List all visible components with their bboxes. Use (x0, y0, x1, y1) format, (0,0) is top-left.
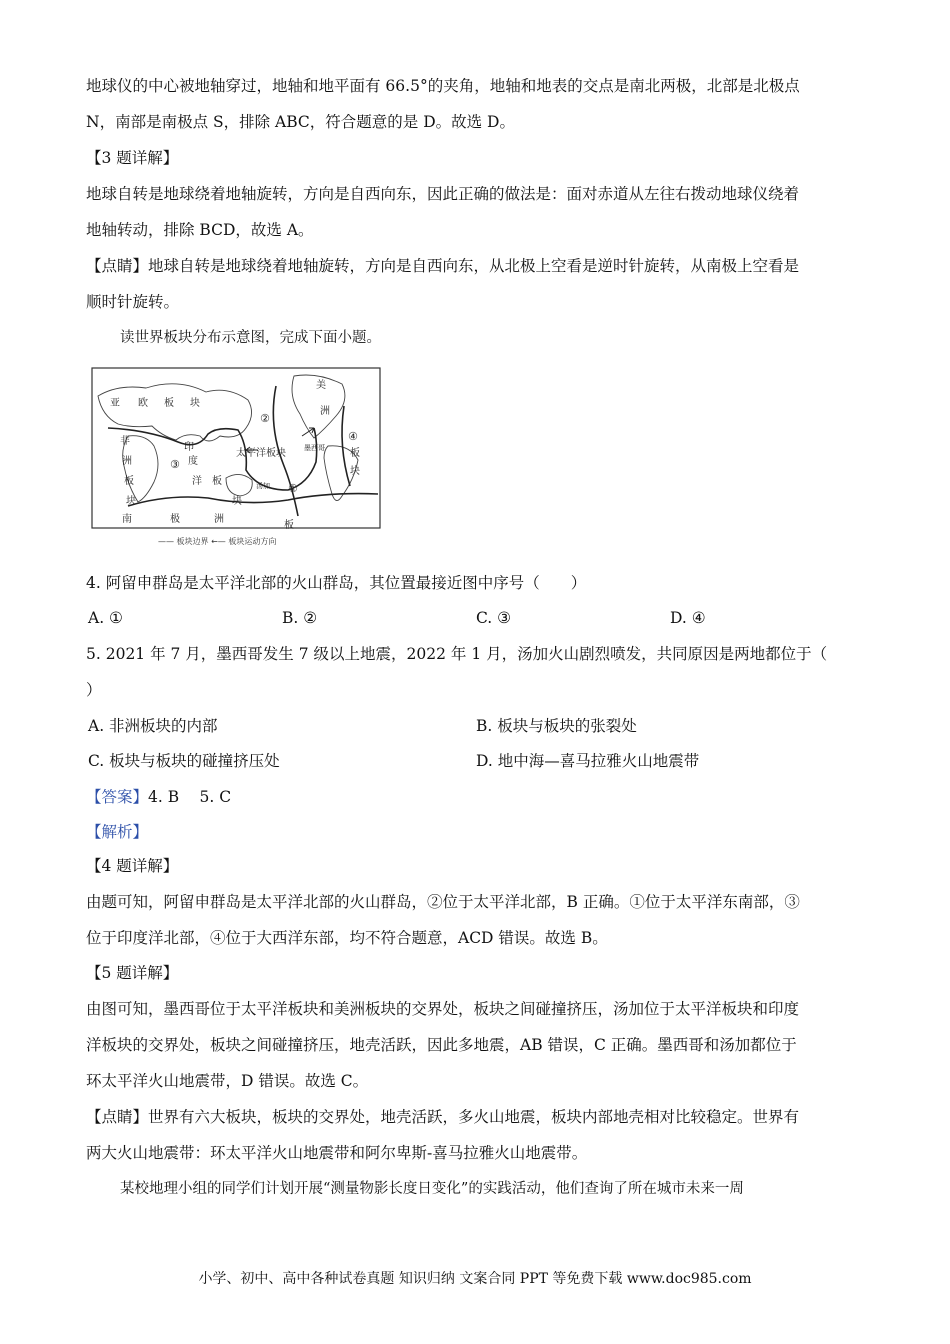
answer-line (86, 786, 231, 808)
text-line: 某校地理小组的同学们计划开展“测量物影长度日变化”的实践活动，他们查询了所在城市未来一周 (120, 1181, 744, 1197)
text-line: 环太平洋火山地震带，D 错误。故选 C。 (86, 1072, 369, 1090)
text-line: N，南部是南极点 S，排除 ABC，符合题意的是 D。故选 D。 (86, 113, 515, 131)
section-heading: 【4 题详解】 (86, 857, 179, 875)
map-label: 块 (126, 496, 136, 507)
text-line: 顺时针旋转。 (86, 293, 180, 311)
map-label: 板 (212, 476, 222, 487)
map-label: 块 (232, 496, 242, 507)
map-label: 块 (190, 398, 200, 409)
q5-option-a: A. 非洲板块的内部 (88, 717, 218, 735)
map-label: 印 (184, 442, 194, 453)
map-label: 洲 (214, 514, 224, 525)
question-5-stem-cont: ） (86, 681, 102, 699)
map-label: ③ (170, 458, 180, 471)
q4-option-b: B. ② (282, 609, 318, 627)
text-line: 地球自转是地球绕着地轴旋转，方向是自西向东，因此正确的做法是：面对赤道从左往右拨动地球仪绕着 (86, 185, 800, 203)
q5-option-b: B. 板块与板块的张裂处 (476, 717, 637, 735)
question-5-stem: 5. 2021 年 7 月，墨西哥发生 7 级以上地震，2022 年 1 月，汤加火山剧烈喷发，共同原因是两地都位于（ (86, 645, 828, 663)
map-label: 美 (316, 380, 326, 391)
map-label: 板 (284, 520, 294, 531)
q4-option-a: A. ① (88, 609, 123, 627)
map-label: ① (288, 482, 298, 495)
text-line: 地球仪的中心被地轴穿过，地轴和地平面有 66.5°的夹角，地轴和地表的交点是南北两极，北部是北极点 (86, 77, 800, 95)
map-label: ② (260, 412, 270, 425)
text-line: 地轴转动，排除 BCD，故选 A。 (86, 221, 314, 239)
section-heading: 【5 题详解】 (86, 964, 179, 982)
question-4-stem: 4. 阿留申群岛是太平洋北部的火山群岛，其位置最接近图中序号（ ） (86, 574, 587, 592)
text-line: 【点睛】世界有六大板块，板块的交界处，地壳活跃，多火山地震，板块内部地壳相对比较稳定。世界有 (86, 1108, 800, 1126)
q5-option-c: C. 板块与板块的碰撞挤压处 (88, 752, 280, 770)
text-line: 由题可知，阿留申群岛是太平洋北部的火山群岛，②位于太平洋北部，B 正确。①位于太平洋东南部，③ (86, 893, 800, 911)
question-intro: 读世界板块分布示意图，完成下面小题。 (120, 330, 381, 346)
page-footer: 小学、初中、高中各种试卷真题 知识归纳 文案合同 PPT 等免费下载 www.doc985.com (198, 1271, 752, 1287)
text-line: 【点睛】地球自转是地球绕着地轴旋转，方向是自西向东，从北极上空看是逆时针旋转，从南极上空看是 (86, 257, 800, 275)
text-line: 两大火山地震带：环太平洋火山地震带和阿尔卑斯-喜马拉雅火山地震带。 (86, 1144, 588, 1162)
map-legend: —— 板块边界 ←— 板块运动方向 (158, 537, 277, 546)
map-label: 板 (124, 476, 134, 487)
q4-option-c: C. ③ (476, 609, 512, 627)
text-line: 由图可知，墨西哥位于太平洋板块和美洲板块的交界处，板块之间碰撞挤压，汤加位于太平洋板块和印度 (86, 1000, 800, 1018)
answer-tag: 【答案】 (86, 788, 149, 806)
map-label: 度 (188, 456, 198, 467)
map-label: 洲 (122, 456, 132, 467)
map-label: 板 (350, 448, 360, 459)
map-label: 欧 (138, 398, 148, 409)
analysis-tag: 【解析】 (86, 823, 149, 841)
map-label: 块 (350, 466, 360, 477)
section-heading: 【3 题详解】 (86, 149, 179, 167)
map-label: 极 (170, 514, 180, 525)
text-line: 洋板块的交界处，板块之间碰撞挤压，地壳活跃，因此多地震，AB 错误，C 正确。墨西哥和汤加都位于 (86, 1036, 797, 1054)
q5-option-d: D. 地中海—喜马拉雅火山地震带 (476, 752, 700, 770)
plate-map (88, 366, 386, 548)
map-label: 板 (164, 398, 174, 409)
answer-text: 4. B 5. C (148, 788, 232, 806)
map-label: 南 (122, 514, 132, 525)
map-label: 墨西哥 (304, 444, 325, 452)
map-label: ④ (348, 430, 358, 443)
text-line: 位于印度洋北部，④位于大西洋东部，均不符合题意，ACD 错误。故选 B。 (86, 929, 608, 947)
map-label: 亚 (110, 398, 120, 409)
map-label: 汤加 (256, 482, 270, 490)
q4-option-d: D. ④ (670, 609, 706, 627)
map-label: 洋 (192, 476, 202, 487)
map-label: 非 (120, 436, 130, 447)
map-label: 太平洋板块 (236, 448, 286, 459)
map-label: 洲 (320, 406, 330, 417)
